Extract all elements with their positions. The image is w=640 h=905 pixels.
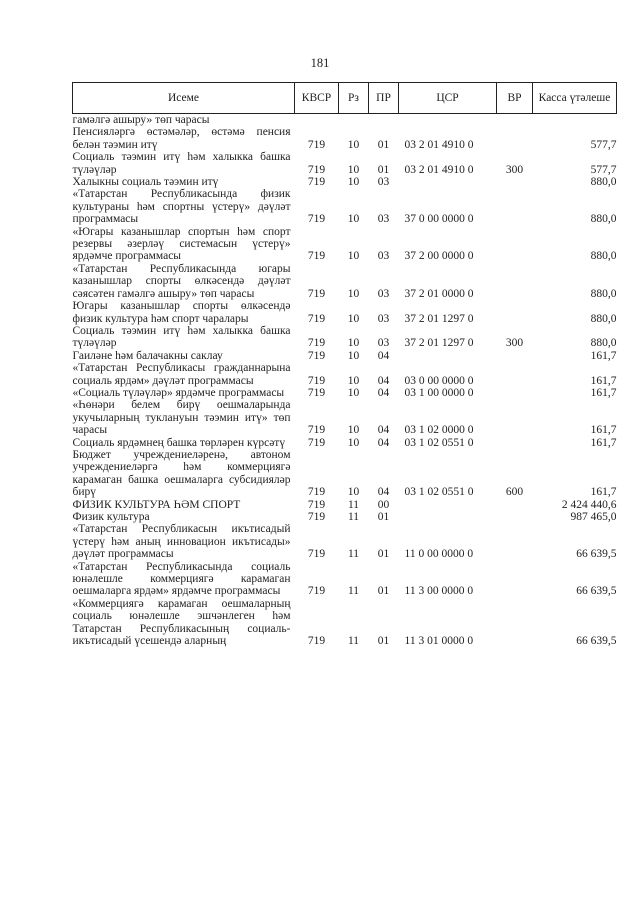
row-name: ФИЗИК КУЛЬТУРА ҺӘМ СПОРТ	[72, 498, 241, 511]
row-sum: 880,0	[590, 312, 617, 325]
row-sum: 66 639,5	[576, 585, 617, 598]
row-pr	[369, 114, 399, 127]
table-row	[73, 449, 617, 499]
table-row	[73, 362, 617, 387]
row-kvsr: 719	[307, 436, 326, 449]
row-pr: 01	[377, 585, 390, 598]
row-vr	[497, 437, 533, 449]
header-pr: ПР	[369, 83, 399, 114]
row-vr	[497, 399, 533, 436]
row-pr: 04	[377, 374, 390, 387]
row-kvsr: 719	[307, 349, 326, 362]
table-row	[73, 114, 617, 127]
row-pr: 03	[377, 176, 390, 189]
row-csr: 37 2 00 0000 0	[404, 250, 474, 263]
row-csr: 03 1 02 0551 0	[404, 436, 474, 449]
table-row	[73, 188, 617, 225]
row-rz: 11	[347, 548, 360, 561]
row-name: «Татарстан Республикасында югары казанышлар спорты өлкәсендә дәүләт сәясәтен гамәлгә ашыру» төп чарасы	[72, 262, 291, 300]
row-name: «Югары казанышлар спортын һәм спорт резервы әзерләү системасын үстерү» ярдәмче программасы	[72, 225, 291, 263]
row-csr	[399, 350, 497, 362]
row-rz: 10	[347, 250, 360, 263]
row-sum: 880,0	[590, 250, 617, 263]
row-kvsr: 719	[307, 511, 326, 523]
row-name: «Татарстан Республикасы гражданнарына социаль ярдәм» дәүләт программасы	[72, 362, 291, 387]
row-rz: 10	[347, 486, 360, 499]
row-sum: 161,7	[590, 386, 617, 399]
row-sum: 161,7	[590, 486, 617, 499]
row-vr	[497, 263, 533, 300]
row-kvsr: 719	[307, 424, 326, 437]
row-name: Югары казанышлар спорты өлкәсендә физик культура һәм спорт чаралары	[72, 300, 291, 325]
row-pr: 03	[377, 312, 390, 325]
row-pr: 04	[377, 486, 390, 499]
table-row	[73, 300, 617, 325]
row-pr: 04	[377, 349, 390, 362]
row-vr	[497, 226, 533, 263]
header-vr: ВР	[497, 83, 533, 114]
row-name: Социаль тәэмин итү һәм халыкка башка түләүләр	[72, 151, 291, 176]
row-pr: 01	[377, 548, 390, 561]
row-name: «Татарстан Республикасын икътисадый үстерү һәм аның инновацион икътисады» дәүләт программасы	[72, 523, 291, 561]
table-row	[73, 226, 617, 263]
table-header-row	[73, 83, 617, 114]
table-row	[73, 176, 617, 188]
row-csr: 11 3 00 0000 0	[404, 585, 474, 598]
row-vr	[497, 598, 533, 648]
row-vr	[497, 114, 533, 127]
table-row	[73, 598, 617, 648]
row-rz: 10	[347, 436, 360, 449]
row-pr: 01	[377, 163, 390, 176]
row-vr	[497, 362, 533, 387]
row-csr	[399, 499, 497, 511]
row-csr: 03 2 01 4910 0	[404, 138, 474, 151]
row-csr	[399, 511, 497, 523]
row-name: Социаль ярдәмнең башка төрләрен күрсәтү	[72, 436, 286, 449]
row-rz: 10	[347, 349, 360, 362]
row-pr: 03	[377, 213, 390, 226]
row-sum: 161,7	[590, 349, 617, 362]
row-sum: 880,0	[590, 213, 617, 226]
row-rz: 10	[347, 424, 360, 437]
table-row	[73, 151, 617, 176]
row-csr: 11 0 00 0000 0	[404, 548, 474, 561]
row-rz: 10	[347, 287, 360, 300]
table-row	[73, 511, 617, 523]
row-rz: 10	[347, 138, 360, 151]
row-pr: 03	[377, 250, 390, 263]
header-kvsr: КВСР	[295, 83, 339, 114]
row-sum: 161,7	[590, 424, 617, 437]
table-row	[73, 350, 617, 362]
row-csr: 03 2 01 4910 0	[404, 163, 474, 176]
row-csr: 37 2 01 1297 0	[404, 337, 474, 350]
row-csr: 03 1 00 0000 0	[404, 386, 474, 399]
row-pr: 01	[377, 138, 390, 151]
row-sum: 880,0	[590, 176, 617, 189]
row-pr: 04	[377, 424, 390, 437]
row-csr	[399, 114, 497, 127]
row-csr: 11 3 01 0000 0	[404, 635, 474, 648]
row-vr	[497, 176, 533, 188]
row-csr	[399, 176, 497, 188]
header-rz: Рз	[339, 83, 369, 114]
row-rz: 10	[347, 213, 360, 226]
row-rz: 10	[347, 312, 360, 325]
table-row	[73, 387, 617, 399]
row-kvsr	[295, 114, 339, 127]
budget-table	[72, 82, 617, 647]
row-kvsr: 719	[307, 250, 326, 263]
row-csr: 03 1 02 0000 0	[404, 424, 474, 437]
row-csr: 03 1 02 0551 0	[404, 486, 474, 499]
row-kvsr: 719	[307, 486, 326, 499]
row-rz	[339, 114, 369, 127]
row-name: Пенсияләргә өстәмәләр, өстәмә пенсия белән тәэмин итү	[72, 126, 291, 151]
row-kvsr: 719	[307, 498, 326, 511]
row-name: «Татарстан Республикасында физик культураны һәм спортны үстерү» дәүләт программасы	[72, 188, 291, 226]
row-vr	[497, 499, 533, 511]
header-name: Исеме	[73, 83, 295, 114]
row-vr	[497, 126, 533, 151]
row-name: «Һөнәри белем бирү оешмаларында укучыларның туклануын тәэмин итү» төп чарасы	[72, 399, 291, 437]
row-kvsr: 719	[307, 585, 326, 598]
row-rz: 10	[347, 386, 360, 399]
row-vr	[497, 300, 533, 325]
row-pr: 04	[377, 436, 390, 449]
table-row	[73, 399, 617, 436]
row-vr	[497, 511, 533, 523]
row-sum: 577,7	[590, 163, 617, 176]
page-number: 181	[310, 56, 330, 70]
row-sum: 161,7	[590, 374, 617, 387]
row-vr	[497, 188, 533, 225]
row-sum: 987 465,0	[570, 511, 617, 523]
row-rz: 10	[347, 163, 360, 176]
row-vr	[497, 350, 533, 362]
header-csr: ЦСР	[399, 83, 497, 114]
row-kvsr: 719	[307, 213, 326, 226]
row-kvsr: 719	[307, 548, 326, 561]
row-pr: 00	[377, 498, 390, 511]
row-kvsr: 719	[307, 386, 326, 399]
row-pr: 03	[377, 287, 390, 300]
row-name: Бюджет учреждениеләренә, автоном учреждениеләргә һәм коммерциягә карамаган башка оешмаларга субсидияләр бирү	[72, 448, 291, 499]
row-vr: 600	[505, 486, 524, 499]
row-rz: 11	[347, 511, 360, 523]
row-rz: 10	[347, 337, 360, 350]
row-rz: 11	[347, 635, 360, 648]
header-sum: Касса үтәлеше	[533, 83, 617, 114]
row-vr: 300	[505, 337, 524, 350]
row-sum: 577,7	[590, 138, 617, 151]
row-kvsr: 719	[307, 312, 326, 325]
row-kvsr: 719	[307, 337, 326, 350]
row-sum: 880,0	[590, 337, 617, 350]
row-name: «Социаль түләүләр» ярдәмче программасы	[72, 386, 285, 399]
row-csr: 37 2 01 0000 0	[404, 287, 474, 300]
row-rz: 10	[347, 374, 360, 387]
table-row	[73, 523, 617, 560]
row-vr	[497, 561, 533, 598]
row-kvsr: 719	[307, 176, 326, 189]
row-vr	[497, 387, 533, 399]
row-vr: 300	[505, 163, 524, 176]
row-csr: 03 0 00 0000 0	[404, 374, 474, 387]
row-name: «Коммерциягә карамаган оешмаларның социаль юнәлешле эшчәнлеген һәм Татарстан Республикасының социаль-икътисадый үсешендә аларның	[72, 597, 291, 648]
row-pr: 04	[377, 386, 390, 399]
row-name: Физик культура	[72, 511, 150, 523]
table-row	[73, 499, 617, 511]
row-sum: 880,0	[590, 287, 617, 300]
row-rz: 10	[347, 176, 360, 189]
row-sum: 66 639,5	[576, 548, 617, 561]
row-sum: 161,7	[590, 436, 617, 449]
row-kvsr: 719	[307, 287, 326, 300]
row-sum	[533, 114, 617, 127]
row-sum: 2 424 440,6	[561, 498, 617, 511]
table-row	[73, 561, 617, 598]
row-name: Халыкны социаль тәэмин итү	[72, 176, 219, 189]
row-pr: 03	[377, 337, 390, 350]
row-kvsr: 719	[307, 374, 326, 387]
row-name: Гаиләне һәм балачакны саклау	[72, 349, 223, 362]
row-pr: 01	[377, 511, 390, 523]
row-pr: 01	[377, 635, 390, 648]
row-name: Социаль тәэмин итү һәм халыкка башка түләүләр	[72, 324, 291, 350]
row-kvsr: 719	[307, 138, 326, 151]
row-vr	[497, 523, 533, 560]
row-csr: 37 2 01 1297 0	[404, 312, 474, 325]
row-kvsr: 719	[307, 163, 326, 176]
row-rz: 11	[347, 498, 360, 511]
row-rz: 11	[347, 585, 360, 598]
row-name: гамәлгә ашыру» төп чарасы	[72, 114, 210, 126]
row-sum: 66 639,5	[576, 635, 617, 648]
table-row	[73, 263, 617, 300]
table-row	[73, 325, 617, 350]
row-name: «Татарстан Республикасында социаль юнәлешле коммерциягә карамаган оешмаларга ярдәм» ярдәмче программасы	[72, 560, 291, 598]
table-row	[73, 437, 617, 449]
row-kvsr: 719	[307, 635, 326, 648]
row-csr: 37 0 00 0000 0	[404, 213, 474, 226]
table-row	[73, 126, 617, 151]
